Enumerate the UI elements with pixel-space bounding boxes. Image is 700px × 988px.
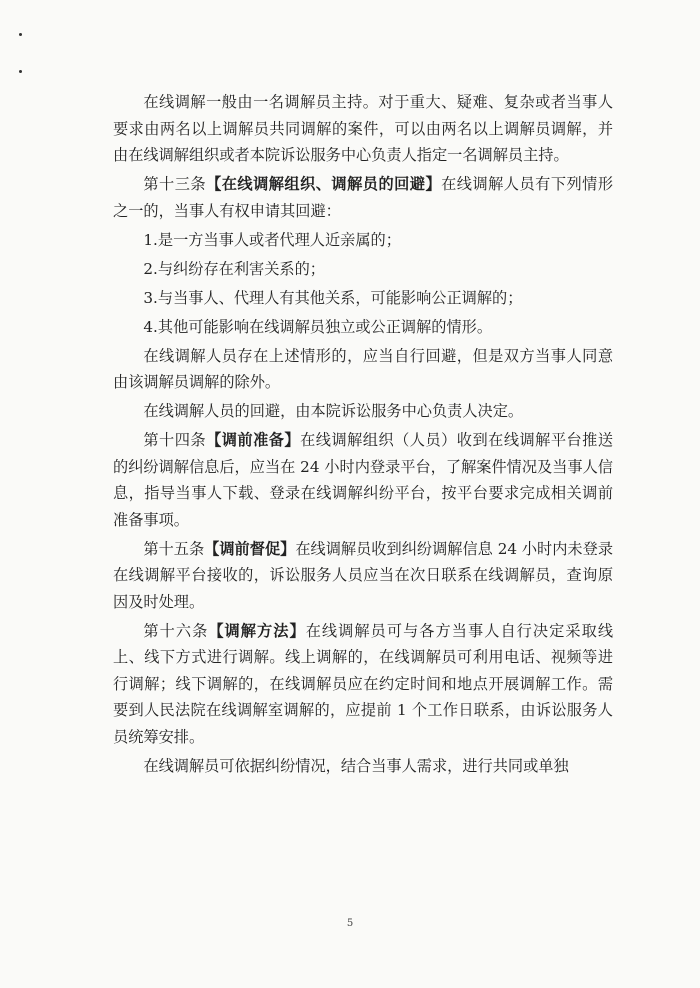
- article-number: 第十五条: [143, 539, 205, 558]
- paragraph: 在线调解员可依据纠纷情况，结合当事人需求，进行共同或单独: [143, 756, 569, 775]
- article-heading: 【调解方法】: [208, 621, 306, 640]
- article-number: 第十三条: [143, 175, 207, 193]
- document-body: [113, 89, 613, 782]
- list-item: 2.与纠纷存在利害关系的；: [143, 259, 325, 278]
- article-number: 第十六条: [143, 621, 209, 640]
- list-item: 3.与当事人、代理人有其他关系，可能影响公正调解的；: [143, 288, 523, 307]
- article-13: 第十三条【在线调解组织、调解员的回避】在线调解人员有下列情形之一的，当事人有权申请其回避：: [113, 175, 614, 220]
- article-heading: 【调前督促】: [204, 539, 296, 558]
- paragraph: 在线调解一般由一名调解员主持。对于重大、疑难、复杂或者当事人要求由两名以上调解员共同调解的案件，可以由两名以上调解员调解，并由在线调解组织或者本院诉讼服务中心负责人指定一名调解员主持。: [113, 93, 613, 164]
- list-item: 1.是一方当事人或者代理人近亲属的；: [143, 230, 401, 249]
- article-number: 第十四条: [143, 431, 207, 449]
- article-16: 第十六条【调解方法】在线调解员可与各方当事人自行决定采取线上、线下方式进行调解。线上调解的，在线调解员可利用电话、视频等进行调解；线下调解的，在线调解员应在约定时间和地点开展调解工作。需要到人民法院在线调解室调解的，应提前 1 个工作日联系，由诉讼服务人员统筹安排。: [113, 621, 614, 746]
- binding-hole-mark: [19, 70, 22, 73]
- binding-hole-mark: [19, 33, 22, 36]
- article-14: 第十四条【调前准备】在线调解组织（人员）收到在线调解平台推送的纠纷调解信息后，应当在 24 小时内登录平台，了解案件情况及当事人信息，指导当事人下载、登录在线调解纠纷平台，按平台要求完成相关调前准备事项。: [113, 431, 614, 529]
- article-heading: 【调前准备】: [206, 431, 301, 449]
- article-15: 第十五条【调前督促】在线调解员收到纠纷调解信息 24 小时内未登录在线调解平台接收的，诉讼服务人员应当在次日联系在线调解员，查询原因及时处理。: [113, 539, 614, 611]
- paragraph: 在线调解人员存在上述情形的，应当自行回避，但是双方当事人同意由该调解员调解的除外。: [113, 346, 613, 391]
- article-heading: 【在线调解组织、调解员的回避】: [206, 175, 442, 193]
- page-number: 5: [346, 918, 354, 929]
- paragraph: 在线调解人员的回避，由本院诉讼服务中心负责人决定。: [143, 402, 524, 420]
- list-item: 4.其他可能影响在线调解员独立或公正调解的情形。: [143, 317, 493, 336]
